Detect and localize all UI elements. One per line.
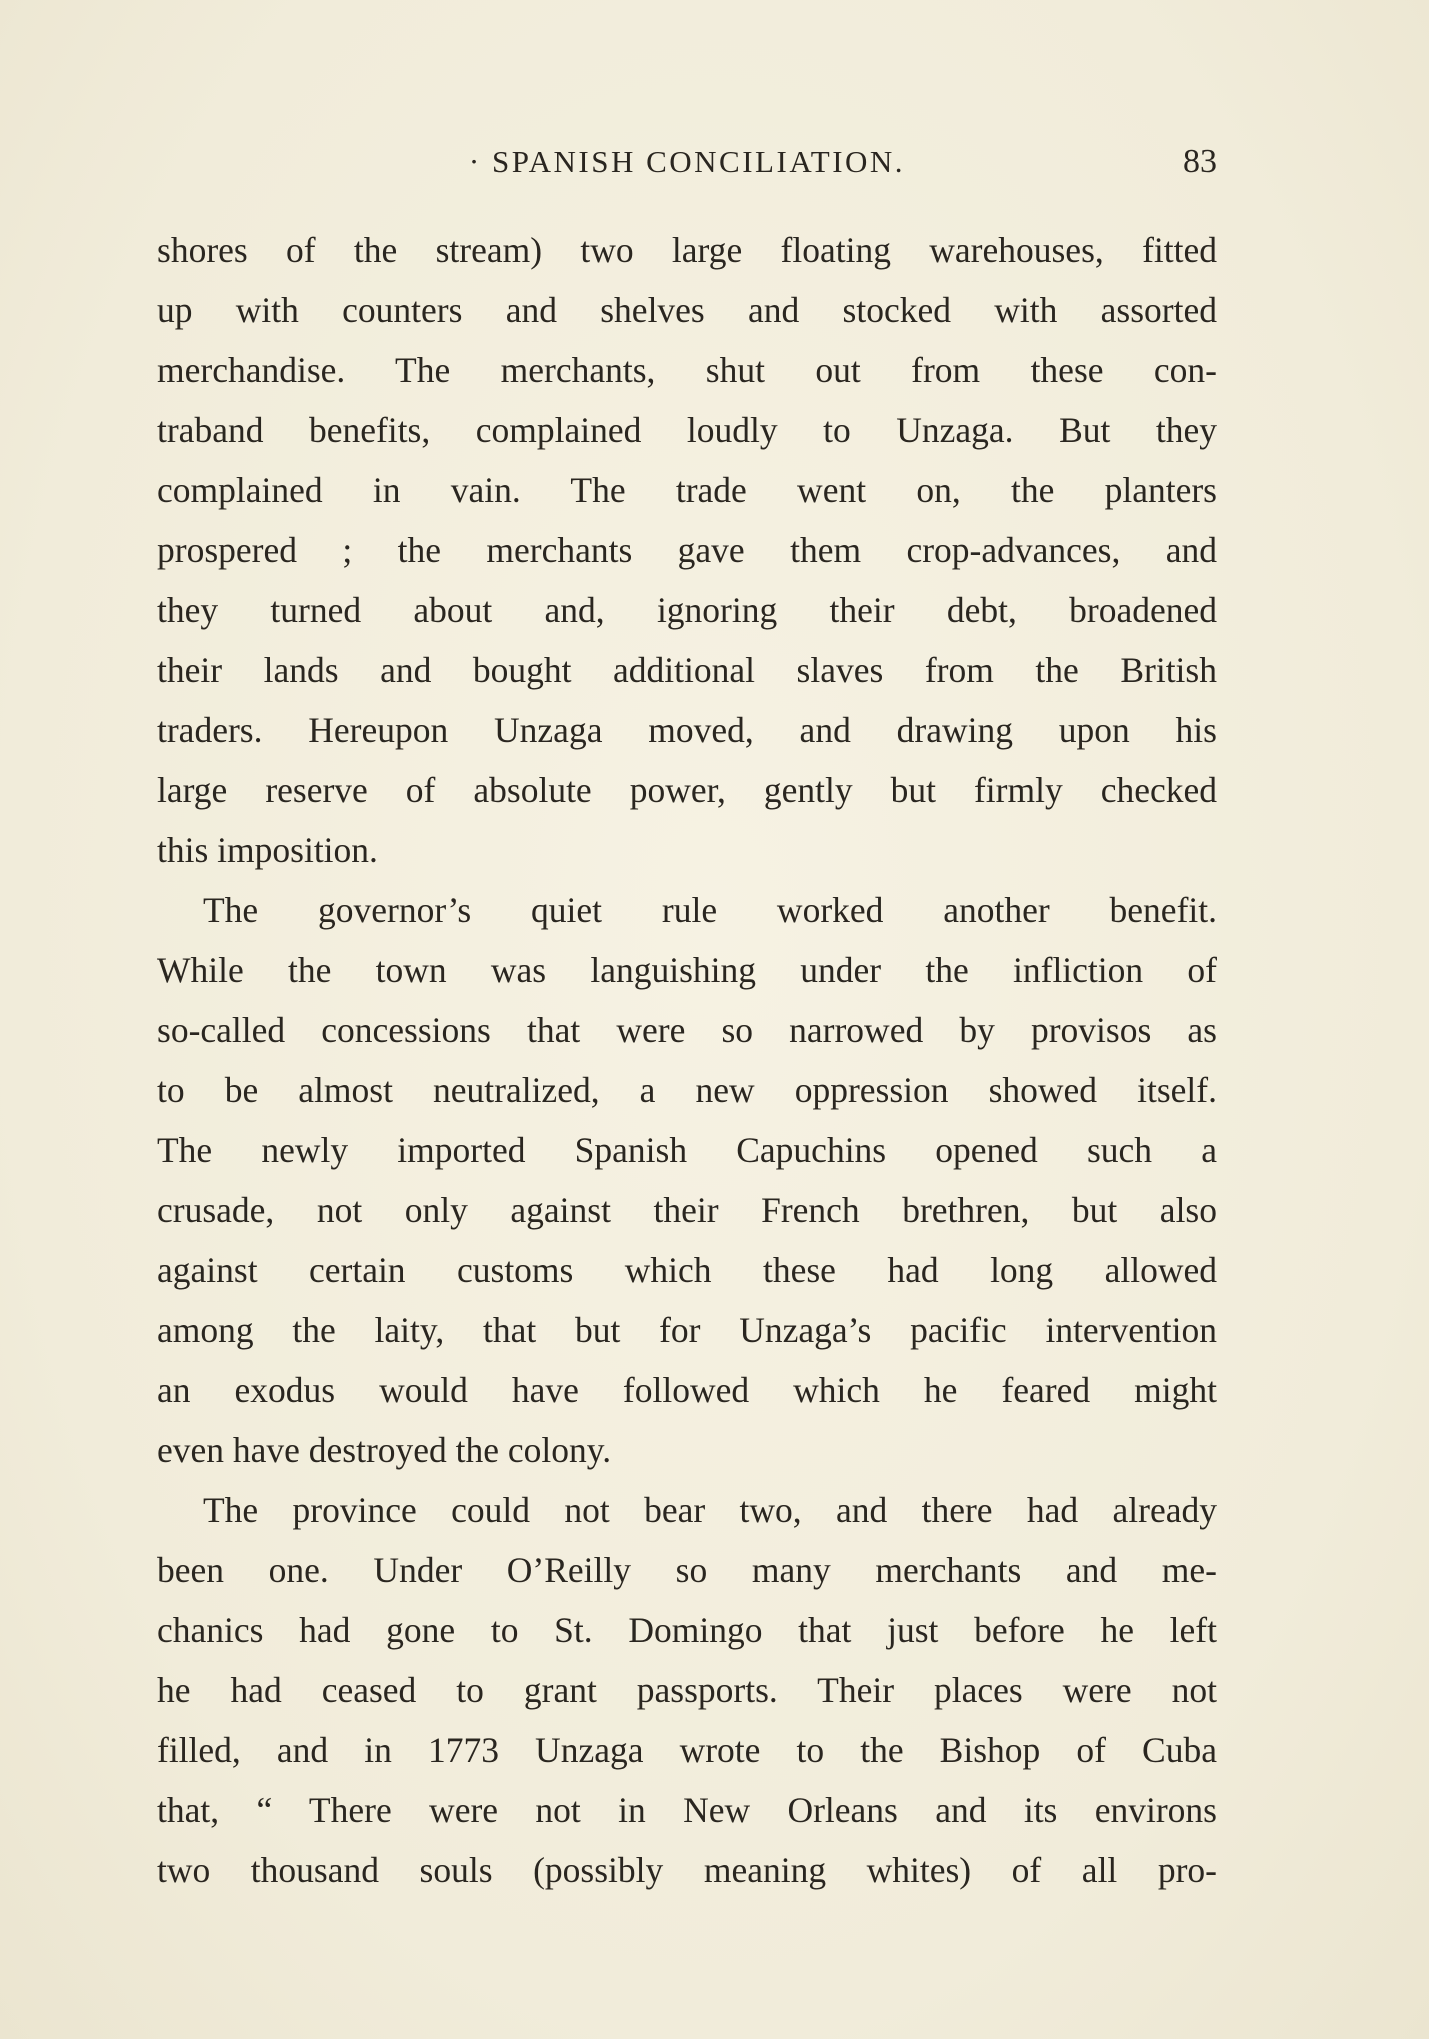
- text-line: traders. Hereupon Unzaga moved, and drawing upon his: [157, 710, 1217, 750]
- text-line: an exodus would have followed which he feared might: [157, 1370, 1217, 1410]
- text-line: so-called concessions that were so narrowed by provisos as: [157, 1010, 1217, 1050]
- text-line: this imposition.: [157, 830, 378, 870]
- text-line: merchandise. The merchants, shut out from these con-: [157, 350, 1217, 390]
- text-line: large reserve of absolute power, gently but firmly checked: [157, 770, 1217, 810]
- text-line: that, “ There were not in New Orleans and its environs: [157, 1790, 1217, 1830]
- text-line: against certain customs which these had long allowed: [157, 1250, 1217, 1290]
- text-line: The governor’s quiet rule worked another benefit.: [203, 890, 1217, 930]
- text-line: been one. Under O’Reilly so many merchants and me-: [157, 1550, 1217, 1590]
- text-line: traband benefits, complained loudly to Unzaga. But they: [157, 410, 1217, 450]
- text-line: to be almost neutralized, a new oppression showed itself.: [157, 1070, 1217, 1110]
- page-number: 83: [1183, 143, 1217, 180]
- text-line: their lands and bought additional slaves from the British: [157, 650, 1217, 690]
- running-title: · SPANISH CONCILIATION.: [468, 144, 906, 179]
- text-line: complained in vain. The trade went on, the planters: [157, 470, 1217, 510]
- text-line: crusade, not only against their French brethren, but also: [157, 1190, 1217, 1230]
- text-line: chanics had gone to St. Domingo that just before he left: [157, 1610, 1217, 1650]
- text-line: he had ceased to grant passports. Their places were not: [157, 1670, 1217, 1710]
- text-line: While the town was languishing under the infliction of: [157, 950, 1217, 990]
- text-line: two thousand souls (possibly meaning whites) of all pro-: [157, 1850, 1217, 1890]
- text-line: among the laity, that but for Unzaga’s pacific intervention: [157, 1310, 1217, 1350]
- text-line: prospered ; the merchants gave them crop-advances, and: [157, 530, 1217, 570]
- text-line: they turned about and, ignoring their debt, broadened: [157, 590, 1217, 630]
- body-text: [157, 220, 1217, 1900]
- text-line: The newly imported Spanish Capuchins opened such a: [157, 1130, 1217, 1170]
- text-line: even have destroyed the colony.: [157, 1430, 612, 1470]
- text-line: filled, and in 1773 Unzaga wrote to the Bishop of Cuba: [157, 1730, 1217, 1770]
- running-head: [157, 142, 1217, 182]
- text-line: up with counters and shelves and stocked with assorted: [157, 290, 1217, 330]
- text-line: The province could not bear two, and there had already: [203, 1490, 1217, 1530]
- text-line: shores of the stream) two large floating warehouses, fitted: [157, 230, 1217, 270]
